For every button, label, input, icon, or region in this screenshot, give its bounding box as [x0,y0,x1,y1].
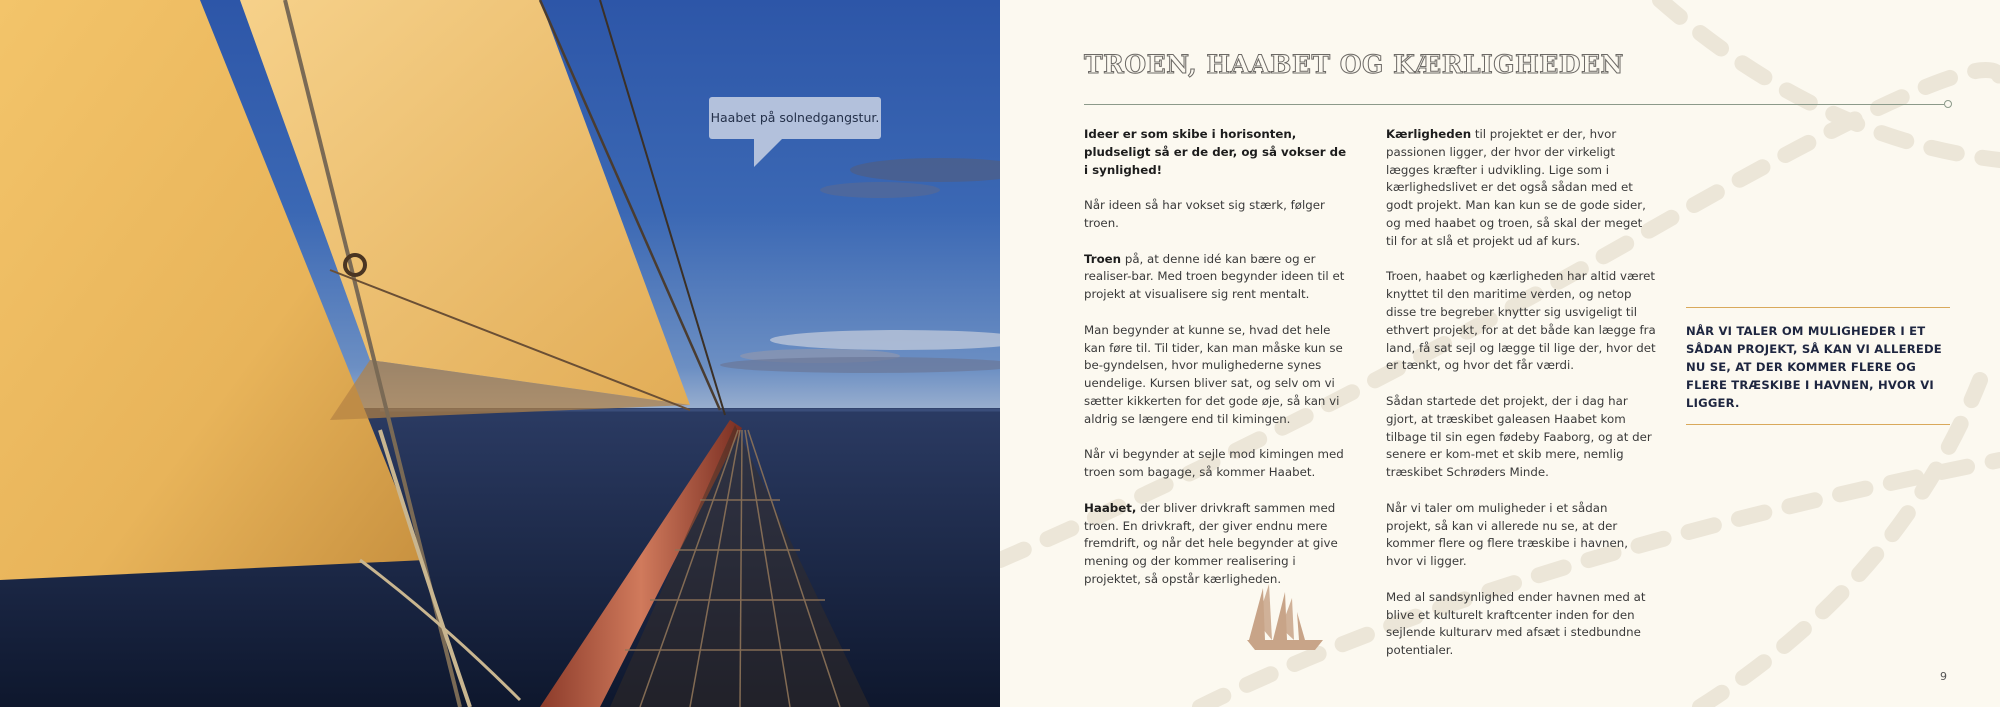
paragraph [1084,500,1354,589]
paragraph-text: der bliver drivkraft sammen med troen. En drivkraft, der giver endnu mere fremdrift, og når det hele begynder at give mening og der kommer realisering i projektet, så opstår kærligheden. [1084,500,1338,586]
photo-caption-bubble [709,97,881,139]
paragraph: Med al sandsynlighed ender havnen med at blive et kulturelt kraftcenter inden for den sejlende kulturarv med afsæt i stedbundne potentialer. [1386,589,1646,658]
title-rule-end-dot [1944,100,1952,108]
intro-text: Ideer er som skibe i horisonten, pludseligt så er de der, og så vokser de i synlighed! [1084,127,1347,177]
photo-caption: Haabet på solnedgangstur. [710,110,880,125]
article-page [1000,0,2000,707]
paragraph: Troen, haabet og kærligheden har altid været knyttet til den maritime verden, og netop disse tre begreber knytter sig usvigeligt til ethvert projekt, for at det både kan lægge fra land, få sat sejl og lægge til lige der, hvor det er tænkt, og hvor det får værdi. [1386,269,1656,373]
paragraph [1386,126,1656,251]
paragraph-text: til projektet er der, hvor passionen ligger, der hvor der virkeligt lægges kræfter i udvikling. Lige som i kærlighedslivet er det også sådan med et godt projekt. Man kan kun se de gode sider, og med haabet og troen, så skal der meget til for at slå et projekt ud af kurs. [1386,127,1646,248]
lead-word: Kærligheden [1386,127,1472,141]
paragraph [1084,251,1354,304]
article-title: TROEN, HAABET OG KÆRLIGHEDEN [1084,50,1624,79]
paragraph: Man begynder at kunne se, hvad det hele kan føre til. Til tider, kan man måske kun se be-gyndelsen, hvor mulighederne synes uendelige. Kursen bliver sat, og selv om vi sætter kikkerten for det gode øje, så kan vi aldrig se længere end til kimingen. [1084,322,1343,426]
lead-word: Haabet, [1084,500,1137,515]
intro-paragraph [1084,126,1354,179]
sailing-ship-icon [1245,582,1325,652]
page-number: 9 [1940,670,1947,683]
text-column-1 [1084,126,1354,607]
paragraph: Når ideen så har vokset sig stærk, følger troen. [1084,198,1325,230]
title-rule [1084,104,1944,105]
lead-word: Troen [1084,251,1122,266]
paragraph-text: på, at denne idé kan bære og er realiser-bar. Med troen begynder ideen til et projekt at visualisere sig rent mentalt. [1084,251,1345,302]
paragraph: Når vi begynder at sejle mod kimingen med troen som bagage, så kommer Haabet. [1084,447,1344,480]
text-column-2 [1386,126,1656,678]
paragraph: Når vi taler om muligheder i et sådan projekt, så kan vi allerede nu se, at der kommer flere og flere træskibe i havnen, hvor vi ligger. [1386,500,1628,569]
pull-quote: NÅR VI TALER OM MULIGHEDER I ET SÅDAN PROJEKT, SÅ KAN VI ALLEREDE NU SE, AT DER KOMMER FLERE OG FLERE TRÆSKIBE I HAVNEN, HVOR VI LIGGER. [1686,307,1950,425]
paragraph: Sådan startede det projekt, der i dag har gjort, at træskibet galeasen Haabet kom tilbage til sin egen fødeby Faaborg, og at der senere er kom-met et skib mere, nemlig træskibet Schrøders Minde. [1386,393,1652,480]
